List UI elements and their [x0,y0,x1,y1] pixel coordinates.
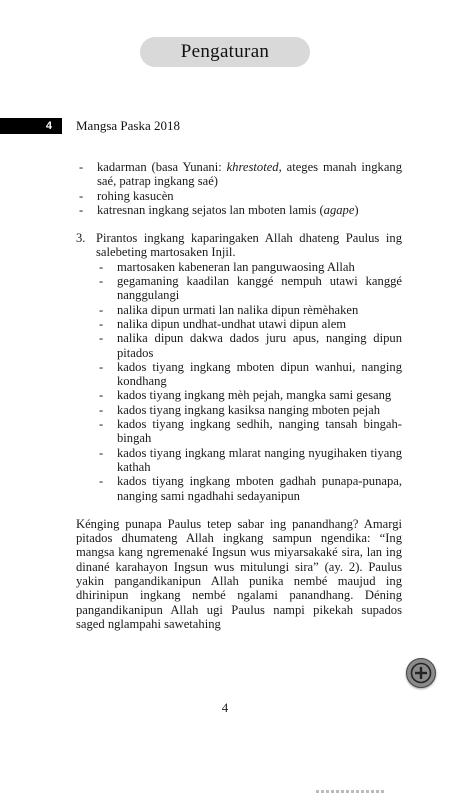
list-item: - kados tiyang ingkang mlarat nanging nyugihaken tiyang kathah [96,446,402,475]
body-paragraph: Kénging punapa Paulus tetep sabar ing panandhang? Amargi pitados dhumateng Allah ingkang sampun ngendika: “Ing mangsa kang ngremenaké Ingsun wus miyarsakaké sira, lan ing dinané karahayon Ingsun wus mitulungi sira” (ay. 2). Paulus yakin pangandikanipun Allah punika nembé maujud ing dhirinipun ingkang nembé ngalami panandhang. Déning pangandikanipun Allah ugi Paulus nampi pikekah supados saged nglampahi sawetahing [76,516,402,631]
point-intro: Pirantos ingkang kaparingaken Allah dhateng Paulus ing salebeting martosaken Injil. [96,231,402,260]
point-3-dash-list [96,260,402,503]
point-number: 3. [76,231,86,246]
list-item: - kados tiyang ingkang mboten dipun wanhui, nanging kondhang [96,360,402,389]
list-item: - kadarman (basa Yunani: khrestoted, ateges manah ingkang saé, patrap ingkang saé) [76,160,402,189]
top-dash-list [76,160,402,217]
page-title-text: Pengaturan [180,41,270,62]
list-item: - kados tiyang ingkang mèh pejah, mangka sami gesang [96,388,402,402]
numbered-point-3 [76,231,402,503]
list-item: - martosaken kabeneran lan panguwaosing Allah [96,260,402,274]
list-item: - katresnan ingkang sejatos lan mboten lamis (agape) [76,203,402,217]
list-item: - nalika dipun undhat-undhat utawi dipun alem [96,317,402,331]
zoom-in-button[interactable] [406,658,436,688]
footer-watermark [316,790,386,793]
running-header [0,118,450,134]
page-number: 4 [221,700,229,715]
list-item: - gegamaning kaadilan kanggé nempuh utawi kanggé nanggulangi [96,274,402,303]
plus-icon [410,662,432,684]
list-item: - nalika dipun urmati lan nalika dipun rèmèhaken [96,303,402,317]
list-item: - kados tiyang ingkang mboten gadhah punapa-punapa, nanging sami ngadhahi sedayanipun [96,474,402,503]
list-item: - kados tiyang ingkang sedhih, nanging tansah bingah-bingah [96,417,402,446]
list-item: - nalika dipun dakwa dados juru apus, nanging dipun pitados [96,331,402,360]
chapter-tab [0,118,62,134]
list-item: - kados tiyang ingkang kasiksa nanging mboten pejah [96,403,402,417]
book-title: Mangsa Paska 2018 [76,118,180,133]
chapter-tab-number: 4 [45,120,52,132]
list-item: - rohing kasucèn [76,189,402,203]
page-content [76,160,402,631]
page-title [140,37,310,67]
